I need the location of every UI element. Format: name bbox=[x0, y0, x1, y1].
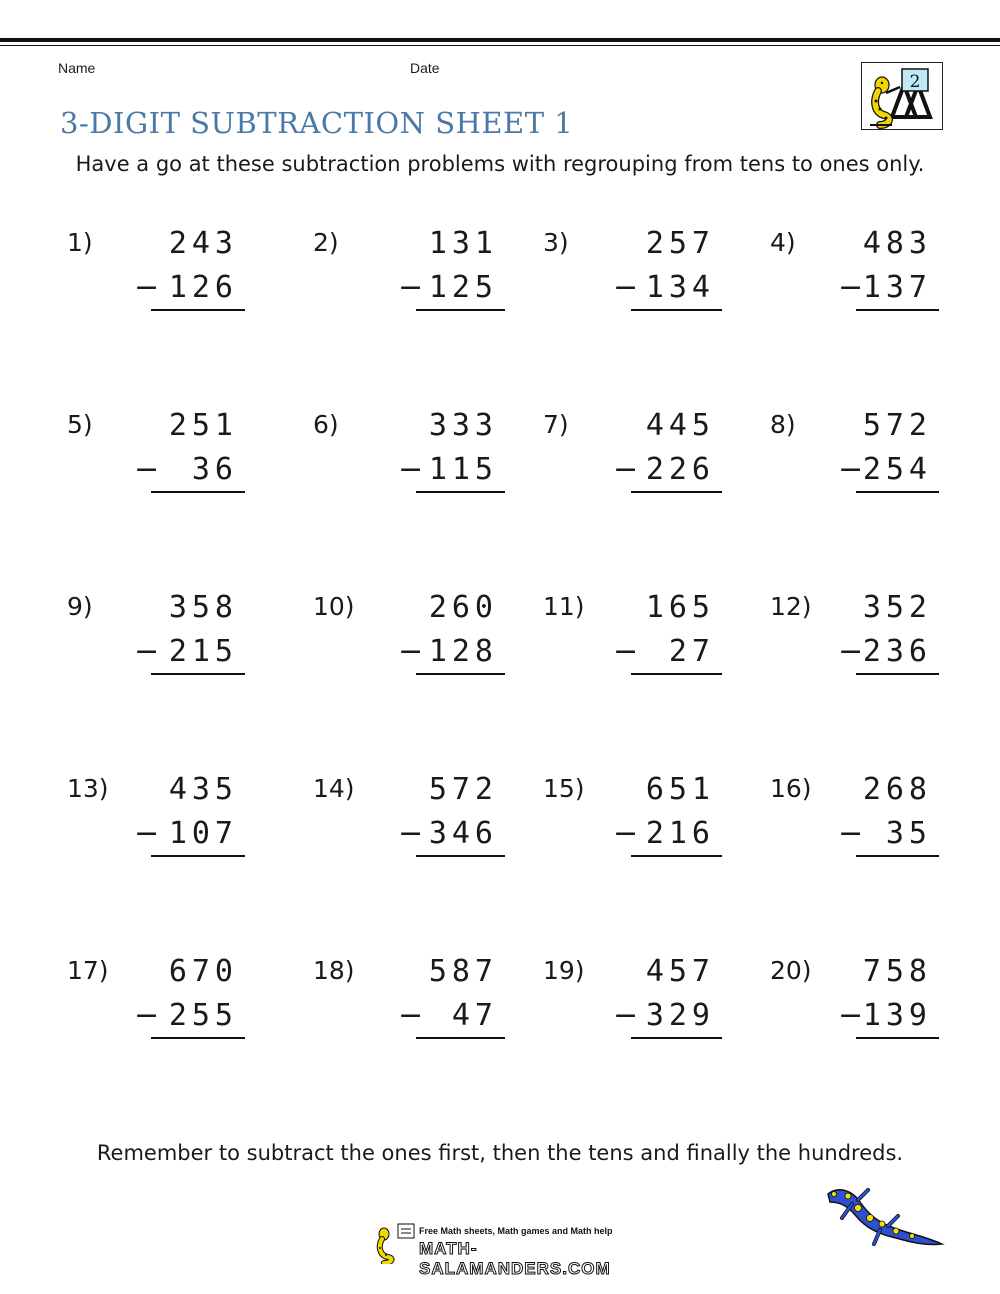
problem-number: 5) bbox=[67, 410, 93, 439]
answer-line bbox=[856, 673, 939, 675]
minus-sign: − bbox=[134, 816, 160, 851]
minuend: 435 bbox=[168, 772, 238, 807]
problem-number: 3) bbox=[543, 228, 569, 257]
minus-sign: − bbox=[838, 998, 864, 1033]
subtrahend: 329 bbox=[645, 998, 715, 1033]
subtrahend: 47 bbox=[451, 998, 498, 1033]
problem-number: 4) bbox=[770, 228, 796, 257]
minus-sign: − bbox=[838, 270, 864, 305]
minus-sign: − bbox=[613, 816, 639, 851]
subtrahend: 236 bbox=[862, 634, 932, 669]
answer-line bbox=[631, 309, 722, 311]
answer-line bbox=[416, 309, 505, 311]
problem-number: 17) bbox=[67, 956, 109, 985]
problem-number: 19) bbox=[543, 956, 585, 985]
minus-sign: − bbox=[398, 634, 424, 669]
subtrahend: 128 bbox=[428, 634, 498, 669]
minuend: 457 bbox=[645, 954, 715, 989]
date-label: Date bbox=[410, 60, 440, 76]
subtrahend: 215 bbox=[168, 634, 238, 669]
blue-salamander-icon bbox=[818, 1182, 948, 1262]
answer-line bbox=[416, 491, 505, 493]
answer-line bbox=[151, 1037, 245, 1039]
minuend: 333 bbox=[428, 408, 498, 443]
problem-number: 15) bbox=[543, 774, 585, 803]
problem-number: 8) bbox=[770, 410, 796, 439]
minus-sign: − bbox=[613, 270, 639, 305]
answer-line bbox=[151, 309, 245, 311]
subtrahend: 27 bbox=[668, 634, 715, 669]
worksheet-title: 3-DIGIT SUBTRACTION SHEET 1 bbox=[60, 106, 574, 140]
footer-tagline: Free Math sheets, Math games and Math help bbox=[419, 1226, 613, 1236]
problem-number: 7) bbox=[543, 410, 569, 439]
problem-number: 2) bbox=[313, 228, 339, 257]
minus-sign: − bbox=[838, 634, 864, 669]
minuend: 651 bbox=[645, 772, 715, 807]
minus-sign: − bbox=[398, 998, 424, 1033]
subtrahend: 139 bbox=[862, 998, 932, 1033]
subtrahend: 125 bbox=[428, 270, 498, 305]
answer-line bbox=[856, 309, 939, 311]
problem-number: 14) bbox=[313, 774, 355, 803]
salamander-easel-icon bbox=[862, 63, 942, 129]
subtrahend: 126 bbox=[168, 270, 238, 305]
subtrahend: 226 bbox=[645, 452, 715, 487]
minus-sign: − bbox=[134, 634, 160, 669]
answer-line bbox=[856, 1037, 939, 1039]
minuend: 758 bbox=[862, 954, 932, 989]
badge-number: 2 bbox=[909, 72, 921, 92]
answer-line bbox=[856, 491, 939, 493]
answer-line bbox=[631, 855, 722, 857]
minuend: 131 bbox=[428, 226, 498, 261]
minuend: 572 bbox=[862, 408, 932, 443]
name-label: Name bbox=[58, 60, 96, 76]
minus-sign: − bbox=[134, 452, 160, 487]
minus-sign: − bbox=[134, 270, 160, 305]
salamander-mascot-icon bbox=[372, 1222, 418, 1264]
answer-line bbox=[856, 855, 939, 857]
minuend: 260 bbox=[428, 590, 498, 625]
problem-number: 16) bbox=[770, 774, 812, 803]
math-salamanders-footer-logo bbox=[372, 1222, 628, 1278]
minus-sign: − bbox=[613, 634, 639, 669]
minuend: 483 bbox=[862, 226, 932, 261]
answer-line bbox=[151, 673, 245, 675]
minuend: 670 bbox=[168, 954, 238, 989]
minus-sign: − bbox=[613, 998, 639, 1033]
minus-sign: − bbox=[838, 452, 864, 487]
subtrahend: 137 bbox=[862, 270, 932, 305]
problem-number: 13) bbox=[67, 774, 109, 803]
answer-line bbox=[151, 491, 245, 493]
problem-number: 6) bbox=[313, 410, 339, 439]
answer-line bbox=[631, 673, 722, 675]
minus-sign: − bbox=[398, 816, 424, 851]
instructions-text: Have a go at these subtraction problems with regrouping from tens to ones only. bbox=[75, 152, 925, 176]
subtrahend: 35 bbox=[885, 816, 932, 851]
answer-line bbox=[151, 855, 245, 857]
minuend: 352 bbox=[862, 590, 932, 625]
answer-line bbox=[416, 1037, 505, 1039]
minus-sign: − bbox=[398, 452, 424, 487]
subtrahend: 115 bbox=[428, 452, 498, 487]
minuend: 445 bbox=[645, 408, 715, 443]
minuend: 587 bbox=[428, 954, 498, 989]
problem-number: 11) bbox=[543, 592, 585, 621]
answer-line bbox=[416, 855, 505, 857]
minuend: 572 bbox=[428, 772, 498, 807]
subtrahend: 134 bbox=[645, 270, 715, 305]
subtrahend: 216 bbox=[645, 816, 715, 851]
answer-line bbox=[631, 491, 722, 493]
problem-number: 9) bbox=[67, 592, 93, 621]
problem-number: 18) bbox=[313, 956, 355, 985]
subtrahend: 254 bbox=[862, 452, 932, 487]
top-border-thin bbox=[0, 45, 1000, 46]
minus-sign: − bbox=[613, 452, 639, 487]
problem-number: 20) bbox=[770, 956, 812, 985]
minus-sign: − bbox=[134, 998, 160, 1033]
subtrahend: 107 bbox=[168, 816, 238, 851]
answer-line bbox=[631, 1037, 722, 1039]
minus-sign: − bbox=[398, 270, 424, 305]
minuend: 243 bbox=[168, 226, 238, 261]
problem-number: 12) bbox=[770, 592, 812, 621]
answer-line bbox=[416, 673, 505, 675]
minuend: 268 bbox=[862, 772, 932, 807]
minuend: 257 bbox=[645, 226, 715, 261]
minuend: 251 bbox=[168, 408, 238, 443]
problem-number: 1) bbox=[67, 228, 93, 257]
subtrahend: 36 bbox=[191, 452, 238, 487]
subtrahend: 346 bbox=[428, 816, 498, 851]
salamander-logo-badge bbox=[861, 62, 943, 130]
top-border-thick bbox=[0, 38, 1000, 42]
minuend: 165 bbox=[645, 590, 715, 625]
subtrahend: 255 bbox=[168, 998, 238, 1033]
problem-number: 10) bbox=[313, 592, 355, 621]
footer-brand: MATH-SALAMANDERS.COM bbox=[419, 1239, 611, 1278]
minuend: 358 bbox=[168, 590, 238, 625]
minus-sign: − bbox=[838, 816, 864, 851]
reminder-text: Remember to subtract the ones first, then the tens and finally the hundreds. bbox=[96, 1141, 904, 1165]
